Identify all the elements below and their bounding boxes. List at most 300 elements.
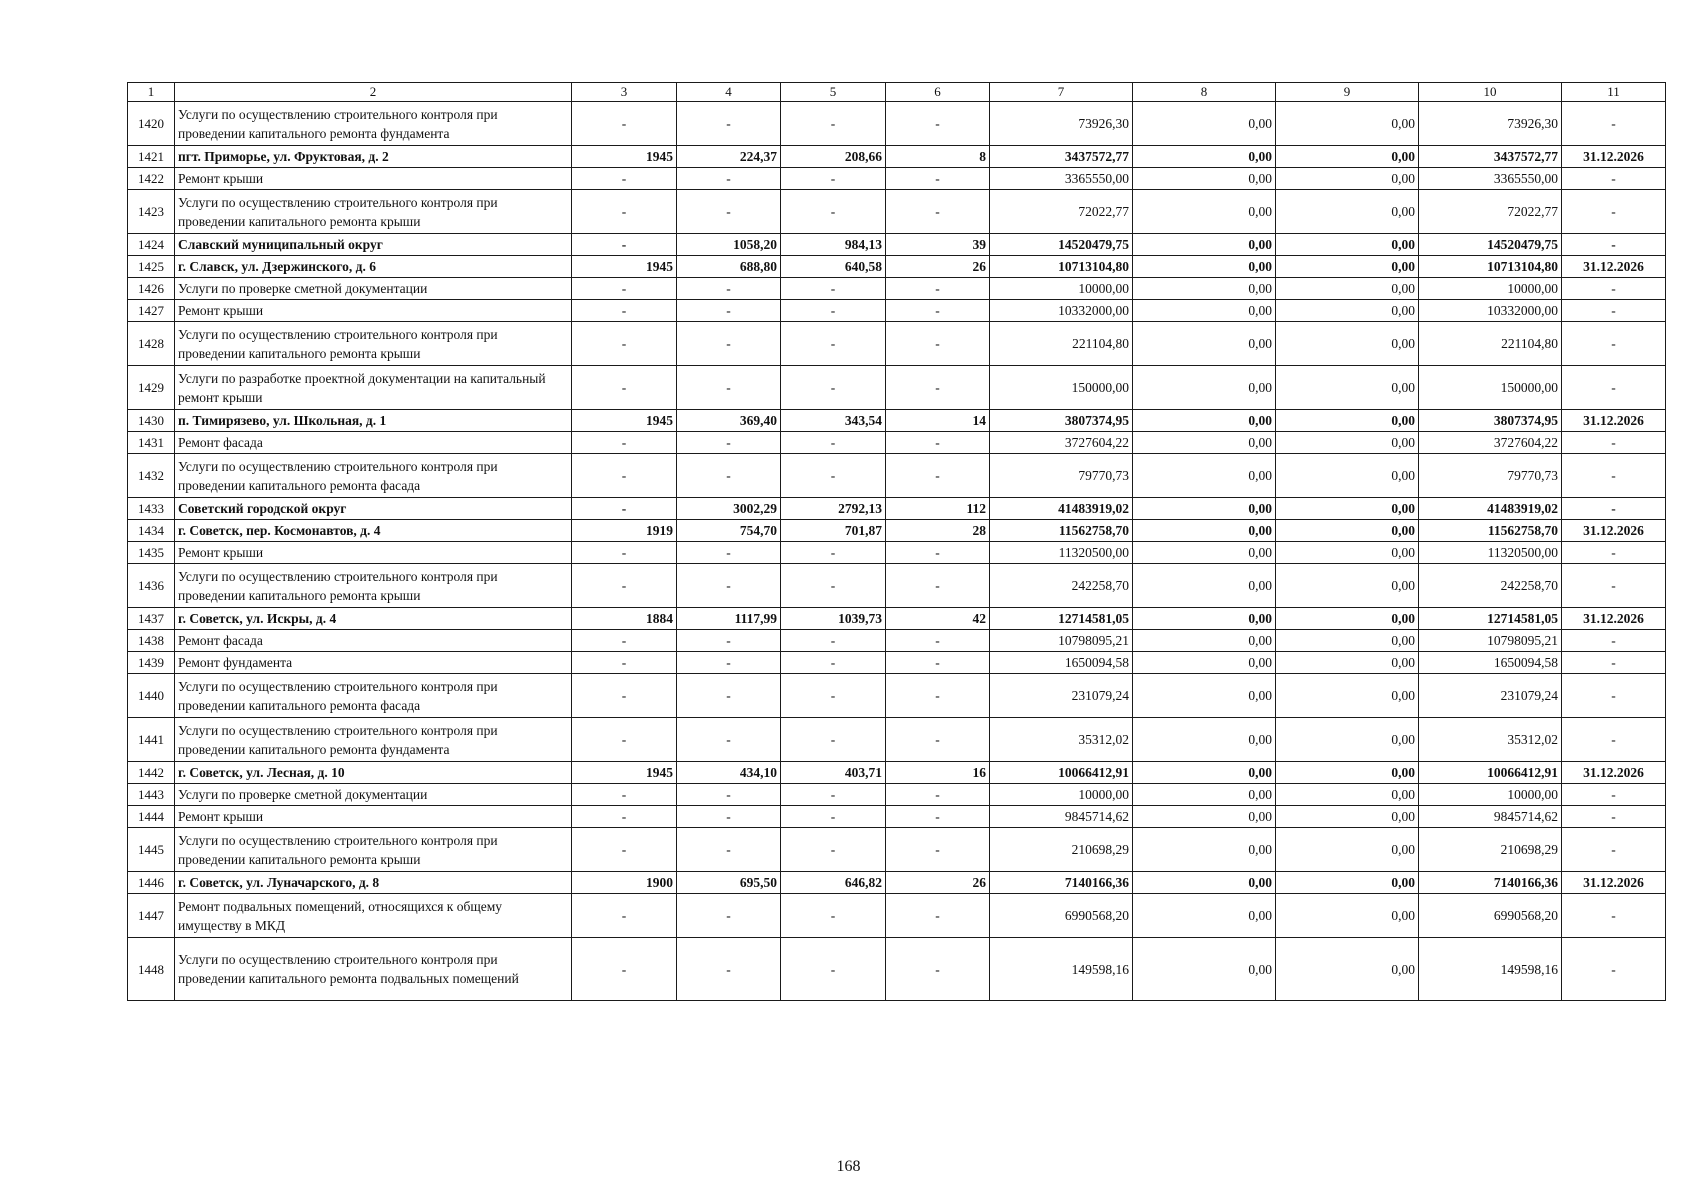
deadline-cell: - [1562,674,1666,718]
deadline-cell: - [1562,102,1666,146]
work-name-cell: Ремонт подвальных помещений, относящихся к общему имуществу в МКД [175,894,572,938]
row-number-cell: 1423 [128,190,175,234]
column-header: 5 [781,83,886,102]
row-number-cell: 1427 [128,300,175,322]
total-area-cell: - [677,652,781,674]
column-header: 1 [128,83,175,102]
table-row [128,762,1666,784]
living-area-cell: 701,87 [781,520,886,542]
regional-funds-cell: 0,00 [1276,498,1419,520]
living-area-cell: - [781,278,886,300]
owner-funds-cell: 149598,16 [1419,938,1562,1001]
total-cost-cell: 221104,80 [990,322,1133,366]
living-area-cell: - [781,718,886,762]
work-name-cell: г. Советск, пер. Космонавтов, д. 4 [175,520,572,542]
year-cell: - [572,322,677,366]
column-header: 7 [990,83,1133,102]
row-number-cell: 1440 [128,674,175,718]
total-area-cell: 695,50 [677,872,781,894]
federal-funds-cell: 0,00 [1133,938,1276,1001]
residents-cell: - [886,278,990,300]
total-cost-cell: 242258,70 [990,564,1133,608]
table-row [128,454,1666,498]
regional-funds-cell: 0,00 [1276,564,1419,608]
regional-funds-cell: 0,00 [1276,806,1419,828]
total-area-cell: - [677,454,781,498]
residents-cell: 28 [886,520,990,542]
federal-funds-cell: 0,00 [1133,674,1276,718]
living-area-cell: - [781,300,886,322]
row-number-cell: 1426 [128,278,175,300]
regional-funds-cell: 0,00 [1276,762,1419,784]
work-name-cell: Услуги по осуществлению строительного контроля при проведении капитального ремонта фундамента [175,718,572,762]
work-name-cell: Ремонт крыши [175,542,572,564]
row-number-cell: 1430 [128,410,175,432]
owner-funds-cell: 3437572,77 [1419,146,1562,168]
federal-funds-cell: 0,00 [1133,234,1276,256]
column-header: 6 [886,83,990,102]
owner-funds-cell: 41483919,02 [1419,498,1562,520]
federal-funds-cell: 0,00 [1133,828,1276,872]
regional-funds-cell: 0,00 [1276,652,1419,674]
year-cell: 1945 [572,146,677,168]
residents-cell: 8 [886,146,990,168]
deadline-cell: - [1562,894,1666,938]
regional-funds-cell: 0,00 [1276,784,1419,806]
deadline-cell: 31.12.2026 [1562,410,1666,432]
federal-funds-cell: 0,00 [1133,322,1276,366]
total-area-cell: - [677,102,781,146]
table-row [128,564,1666,608]
table-row [128,718,1666,762]
federal-funds-cell: 0,00 [1133,454,1276,498]
deadline-cell: - [1562,718,1666,762]
column-header: 10 [1419,83,1562,102]
total-area-cell: - [677,564,781,608]
total-area-cell: 1117,99 [677,608,781,630]
owner-funds-cell: 3807374,95 [1419,410,1562,432]
row-number-cell: 1431 [128,432,175,454]
living-area-cell: - [781,542,886,564]
owner-funds-cell: 10798095,21 [1419,630,1562,652]
work-name-cell: Услуги по осуществлению строительного контроля при проведении капитального ремонта фасада [175,674,572,718]
table-row [128,168,1666,190]
table-row [128,608,1666,630]
deadline-cell: 31.12.2026 [1562,520,1666,542]
total-cost-cell: 10000,00 [990,278,1133,300]
column-header: 9 [1276,83,1419,102]
total-area-cell: - [677,190,781,234]
regional-funds-cell: 0,00 [1276,256,1419,278]
total-area-cell: 1058,20 [677,234,781,256]
owner-funds-cell: 14520479,75 [1419,234,1562,256]
total-cost-cell: 72022,77 [990,190,1133,234]
federal-funds-cell: 0,00 [1133,256,1276,278]
total-area-cell: 369,40 [677,410,781,432]
residents-cell: - [886,938,990,1001]
deadline-cell: - [1562,168,1666,190]
regional-funds-cell: 0,00 [1276,300,1419,322]
residents-cell: - [886,828,990,872]
federal-funds-cell: 0,00 [1133,190,1276,234]
residents-cell: - [886,190,990,234]
owner-funds-cell: 150000,00 [1419,366,1562,410]
owner-funds-cell: 1650094,58 [1419,652,1562,674]
residents-cell: - [886,652,990,674]
living-area-cell: - [781,674,886,718]
residents-cell: - [886,454,990,498]
regional-funds-cell: 0,00 [1276,520,1419,542]
year-cell: - [572,938,677,1001]
owner-funds-cell: 35312,02 [1419,718,1562,762]
total-area-cell: - [677,300,781,322]
column-header: 8 [1133,83,1276,102]
work-name-cell: Ремонт крыши [175,300,572,322]
table-row [128,366,1666,410]
total-area-cell: - [677,784,781,806]
federal-funds-cell: 0,00 [1133,564,1276,608]
owner-funds-cell: 3365550,00 [1419,168,1562,190]
living-area-cell: - [781,828,886,872]
column-header: 4 [677,83,781,102]
living-area-cell: - [781,190,886,234]
table-row [128,828,1666,872]
residents-cell: - [886,564,990,608]
total-area-cell: 754,70 [677,520,781,542]
residents-cell: - [886,300,990,322]
living-area-cell: - [781,102,886,146]
column-header: 11 [1562,83,1666,102]
regional-funds-cell: 0,00 [1276,630,1419,652]
total-area-cell: - [677,938,781,1001]
total-cost-cell: 3437572,77 [990,146,1133,168]
table-row [128,300,1666,322]
total-cost-cell: 150000,00 [990,366,1133,410]
federal-funds-cell: 0,00 [1133,542,1276,564]
year-cell: 1919 [572,520,677,542]
table-row [128,278,1666,300]
regional-funds-cell: 0,00 [1276,102,1419,146]
federal-funds-cell: 0,00 [1133,300,1276,322]
owner-funds-cell: 12714581,05 [1419,608,1562,630]
table-row [128,894,1666,938]
table-row [128,806,1666,828]
total-cost-cell: 9845714,62 [990,806,1133,828]
year-cell: - [572,542,677,564]
total-cost-cell: 210698,29 [990,828,1133,872]
year-cell: 1900 [572,872,677,894]
owner-funds-cell: 10066412,91 [1419,762,1562,784]
year-cell: - [572,234,677,256]
total-area-cell: - [677,894,781,938]
owner-funds-cell: 6990568,20 [1419,894,1562,938]
residents-cell: 112 [886,498,990,520]
total-cost-cell: 14520479,75 [990,234,1133,256]
total-cost-cell: 231079,24 [990,674,1133,718]
deadline-cell: 31.12.2026 [1562,762,1666,784]
living-area-cell: 208,66 [781,146,886,168]
deadline-cell: - [1562,542,1666,564]
total-area-cell: - [677,432,781,454]
year-cell: 1884 [572,608,677,630]
federal-funds-cell: 0,00 [1133,410,1276,432]
living-area-cell: 984,13 [781,234,886,256]
total-cost-cell: 41483919,02 [990,498,1133,520]
owner-funds-cell: 10713104,80 [1419,256,1562,278]
living-area-cell: - [781,784,886,806]
residents-cell: 14 [886,410,990,432]
regional-funds-cell: 0,00 [1276,938,1419,1001]
column-header: 3 [572,83,677,102]
row-number-cell: 1433 [128,498,175,520]
deadline-cell: - [1562,828,1666,872]
residents-cell: 26 [886,872,990,894]
row-number-cell: 1437 [128,608,175,630]
table-row [128,410,1666,432]
owner-funds-cell: 11562758,70 [1419,520,1562,542]
residents-cell: 39 [886,234,990,256]
row-number-cell: 1424 [128,234,175,256]
regional-funds-cell: 0,00 [1276,608,1419,630]
regional-funds-cell: 0,00 [1276,190,1419,234]
year-cell: - [572,630,677,652]
owner-funds-cell: 11320500,00 [1419,542,1562,564]
residents-cell: - [886,718,990,762]
total-cost-cell: 149598,16 [990,938,1133,1001]
table-row [128,256,1666,278]
federal-funds-cell: 0,00 [1133,872,1276,894]
living-area-cell: 640,58 [781,256,886,278]
total-area-cell: - [677,366,781,410]
row-number-cell: 1438 [128,630,175,652]
residents-cell: 16 [886,762,990,784]
year-cell: - [572,828,677,872]
regional-funds-cell: 0,00 [1276,322,1419,366]
table-row [128,432,1666,454]
deadline-cell: - [1562,432,1666,454]
residents-cell: 26 [886,256,990,278]
total-cost-cell: 10332000,00 [990,300,1133,322]
owner-funds-cell: 242258,70 [1419,564,1562,608]
total-cost-cell: 10000,00 [990,784,1133,806]
total-cost-cell: 11562758,70 [990,520,1133,542]
table-row [128,498,1666,520]
total-area-cell: - [677,542,781,564]
living-area-cell: - [781,564,886,608]
table-row [128,190,1666,234]
living-area-cell: 343,54 [781,410,886,432]
row-number-cell: 1425 [128,256,175,278]
living-area-cell: - [781,806,886,828]
work-name-cell: Услуги по проверке сметной документации [175,784,572,806]
federal-funds-cell: 0,00 [1133,806,1276,828]
total-area-cell: 434,10 [677,762,781,784]
owner-funds-cell: 72022,77 [1419,190,1562,234]
row-number-cell: 1446 [128,872,175,894]
row-number-cell: 1441 [128,718,175,762]
owner-funds-cell: 10000,00 [1419,278,1562,300]
residents-cell: 42 [886,608,990,630]
regional-funds-cell: 0,00 [1276,146,1419,168]
work-name-cell: Услуги по осуществлению строительного контроля при проведении капитального ремонта фундамента [175,102,572,146]
living-area-cell: 1039,73 [781,608,886,630]
row-number-cell: 1434 [128,520,175,542]
living-area-cell: - [781,894,886,938]
deadline-cell: 31.12.2026 [1562,608,1666,630]
table-row [128,542,1666,564]
residents-cell: - [886,322,990,366]
table-row [128,102,1666,146]
regional-funds-cell: 0,00 [1276,168,1419,190]
total-cost-cell: 10713104,80 [990,256,1133,278]
total-cost-cell: 12714581,05 [990,608,1133,630]
owner-funds-cell: 210698,29 [1419,828,1562,872]
deadline-cell: - [1562,278,1666,300]
total-cost-cell: 6990568,20 [990,894,1133,938]
deadline-cell: - [1562,454,1666,498]
total-area-cell: 688,80 [677,256,781,278]
row-number-cell: 1435 [128,542,175,564]
total-area-cell: 3002,29 [677,498,781,520]
deadline-cell: - [1562,322,1666,366]
table-body [128,83,1666,1001]
deadline-cell: 31.12.2026 [1562,256,1666,278]
year-cell: - [572,102,677,146]
row-number-cell: 1439 [128,652,175,674]
total-area-cell: - [677,674,781,718]
regional-funds-cell: 0,00 [1276,410,1419,432]
living-area-cell: 403,71 [781,762,886,784]
table-row [128,146,1666,168]
federal-funds-cell: 0,00 [1133,168,1276,190]
residents-cell: - [886,784,990,806]
work-name-cell: Славский муниципальный округ [175,234,572,256]
row-number-cell: 1432 [128,454,175,498]
total-cost-cell: 3727604,22 [990,432,1133,454]
deadline-cell: - [1562,630,1666,652]
deadline-cell: - [1562,652,1666,674]
year-cell: 1945 [572,256,677,278]
total-cost-cell: 10798095,21 [990,630,1133,652]
federal-funds-cell: 0,00 [1133,432,1276,454]
work-name-cell: Ремонт фасада [175,432,572,454]
residents-cell: - [886,102,990,146]
year-cell: - [572,190,677,234]
regional-funds-cell: 0,00 [1276,454,1419,498]
total-area-cell: - [677,718,781,762]
owner-funds-cell: 231079,24 [1419,674,1562,718]
table-row [128,872,1666,894]
federal-funds-cell: 0,00 [1133,718,1276,762]
regional-funds-cell: 0,00 [1276,828,1419,872]
total-cost-cell: 3365550,00 [990,168,1133,190]
owner-funds-cell: 9845714,62 [1419,806,1562,828]
federal-funds-cell: 0,00 [1133,630,1276,652]
row-number-cell: 1442 [128,762,175,784]
federal-funds-cell: 0,00 [1133,146,1276,168]
total-area-cell: - [677,322,781,366]
residents-cell: - [886,366,990,410]
regional-funds-cell: 0,00 [1276,674,1419,718]
regional-funds-cell: 0,00 [1276,542,1419,564]
year-cell: - [572,300,677,322]
table-row [128,652,1666,674]
federal-funds-cell: 0,00 [1133,652,1276,674]
regional-funds-cell: 0,00 [1276,872,1419,894]
regional-funds-cell: 0,00 [1276,278,1419,300]
total-cost-cell: 7140166,36 [990,872,1133,894]
deadline-cell: - [1562,498,1666,520]
total-cost-cell: 3807374,95 [990,410,1133,432]
work-name-cell: г. Советск, ул. Искры, д. 4 [175,608,572,630]
owner-funds-cell: 221104,80 [1419,322,1562,366]
work-name-cell: Услуги по осуществлению строительного контроля при проведении капитального ремонта крыши [175,828,572,872]
total-cost-cell: 10066412,91 [990,762,1133,784]
year-cell: - [572,806,677,828]
work-name-cell: Ремонт крыши [175,806,572,828]
deadline-cell: - [1562,190,1666,234]
total-area-cell: - [677,630,781,652]
work-name-cell: г. Советск, ул. Лесная, д. 10 [175,762,572,784]
work-name-cell: Услуги по проверке сметной документации [175,278,572,300]
federal-funds-cell: 0,00 [1133,520,1276,542]
column-header: 2 [175,83,572,102]
federal-funds-cell: 0,00 [1133,366,1276,410]
residents-cell: - [886,806,990,828]
table-row [128,630,1666,652]
federal-funds-cell: 0,00 [1133,102,1276,146]
living-area-cell: - [781,432,886,454]
living-area-cell: 2792,13 [781,498,886,520]
year-cell: - [572,498,677,520]
row-number-cell: 1436 [128,564,175,608]
federal-funds-cell: 0,00 [1133,278,1276,300]
work-name-cell: Услуги по осуществлению строительного контроля при проведении капитального ремонта крыши [175,322,572,366]
page-number: 168 [836,1158,861,1175]
federal-funds-cell: 0,00 [1133,608,1276,630]
year-cell: - [572,674,677,718]
total-cost-cell: 35312,02 [990,718,1133,762]
table-row [128,520,1666,542]
living-area-cell: - [781,366,886,410]
deadline-cell: - [1562,234,1666,256]
total-cost-cell: 73926,30 [990,102,1133,146]
year-cell: - [572,278,677,300]
living-area-cell: 646,82 [781,872,886,894]
total-area-cell: - [677,828,781,872]
table-row [128,674,1666,718]
residents-cell: - [886,894,990,938]
year-cell: - [572,454,677,498]
living-area-cell: - [781,630,886,652]
row-number-cell: 1428 [128,322,175,366]
residents-cell: - [886,542,990,564]
total-cost-cell: 79770,73 [990,454,1133,498]
owner-funds-cell: 73926,30 [1419,102,1562,146]
residents-cell: - [886,432,990,454]
row-number-cell: 1420 [128,102,175,146]
work-name-cell: Ремонт фундамента [175,652,572,674]
row-number-cell: 1421 [128,146,175,168]
work-name-cell: Ремонт фасада [175,630,572,652]
work-name-cell: Услуги по разработке проектной документации на капитальный ремонт крыши [175,366,572,410]
living-area-cell: - [781,938,886,1001]
residents-cell: - [886,168,990,190]
federal-funds-cell: 0,00 [1133,498,1276,520]
year-cell: 1945 [572,762,677,784]
row-number-cell: 1447 [128,894,175,938]
deadline-cell: - [1562,564,1666,608]
